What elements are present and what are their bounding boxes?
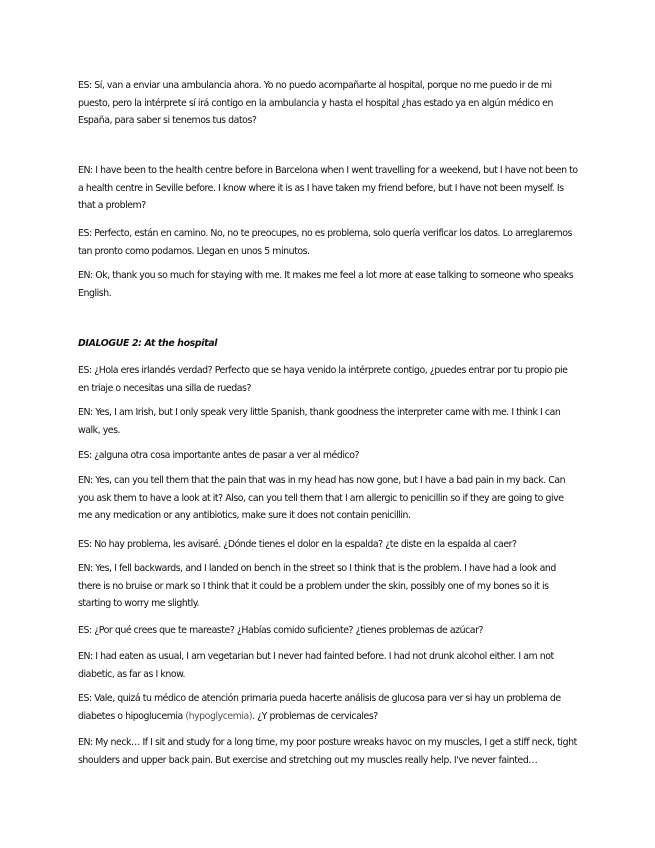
dialogue-line: ES: ¿Hola eres irlandés verdad? Perfecto que se haya venido la intérprete contigo, ¿puedes entrar por tu propio pie en triaje o necesitas una silla de ruedas? xyxy=(78,365,568,394)
glucose-text: ES: Vale, quizá tu médico de atención primaria pueda hacerte análisis de glucosa para ver si hay un problema de diabetes o hipoglucemia xyxy=(78,693,561,722)
glucose-text-end: . ¿Y problemas de cervicales? xyxy=(252,710,378,722)
dialogue-line: ES: No hay problema, les avisaré. ¿Dónde tienes el dolor en la espalda? ¿te diste en la espalda al caer? xyxy=(78,539,517,550)
paragraph-en-thank-you: EN: Ok, thank you so much for staying with me. It makes me feel a lot more at ease talking to someone who speaks English. xyxy=(78,270,574,299)
paragraph-es-on-the-way: ES: Perfecto, están en camino. No, no te preocupes, no es problema, solo quería verificar los datos. Lo arreglaremos tan pronto como podamos. Llegan en unos 5 minutos. xyxy=(78,228,572,257)
glucose-gloss: (hypoglycemia) xyxy=(182,710,253,722)
paragraph-es-glucose xyxy=(78,690,578,725)
dialogue-line: EN: Yes, I fell backwards, and I landed on bench in the street so I think that is the problem. I have had a look and there is no bruise or mark so I think that it could be a problem under the skin, possibly one of my bones so it is starting to worry me slightly. xyxy=(78,563,556,609)
dialogue-line: ES: ¿alguna otra cosa importante antes de pasar a ver al médico? xyxy=(78,450,360,461)
dialogue-line: EN: I had eaten as usual, I am vegetarian but I never had fainted before. I had not drunk alcohol either. I am not diabetic, as far as I know. xyxy=(78,651,554,680)
paragraph-en-health-centre: EN: I have been to the health centre before in Barcelona when I went travelling for a weekend, but I have not been to a health centre in Seville before. I know where it is as I have taken my friend before, but I have not been myself. Is that a problem? xyxy=(78,165,578,211)
paragraph-en-neck: EN: My neck… If I sit and study for a long time, my poor posture wreaks havoc on my muscles, I get a stiff neck, tight shoulders and upper back pain. But exercise and stretching out my muscles really help. I've never fainted… xyxy=(78,737,577,766)
dialogue-line: EN: Yes, I am Irish, but I only speak very little Spanish, thank goodness the interpreter came with me. I think I can walk, yes. xyxy=(78,407,561,436)
dialogue-line: EN: Yes, can you tell them that the pain that was in my head has now gone, but I have a bad pain in my back. Can you ask them to have a look at it? Also, can you tell them that I am allergic to penicillin so if they are going to give me any medication or any antibiotics, make sure it does not contain penicillin. xyxy=(78,475,566,521)
section-heading: DIALOGUE 2: At the hospital xyxy=(78,338,218,349)
paragraph-es-ambulance: ES: Sí, van a enviar una ambulancia ahora. Yo no puedo acompañarte al hospital, porque no me puedo ir de mi puesto, pero la intérprete sí irá contigo en la ambulancia y hasta el hospital ¿has estado ya en algún médico en España, para saber si tenemos tus datos? xyxy=(78,80,553,126)
dialogue-line: ES: ¿Por qué crees que te mareaste? ¿Habías comido suficiente? ¿tienes problemas de azúcar? xyxy=(78,625,484,636)
